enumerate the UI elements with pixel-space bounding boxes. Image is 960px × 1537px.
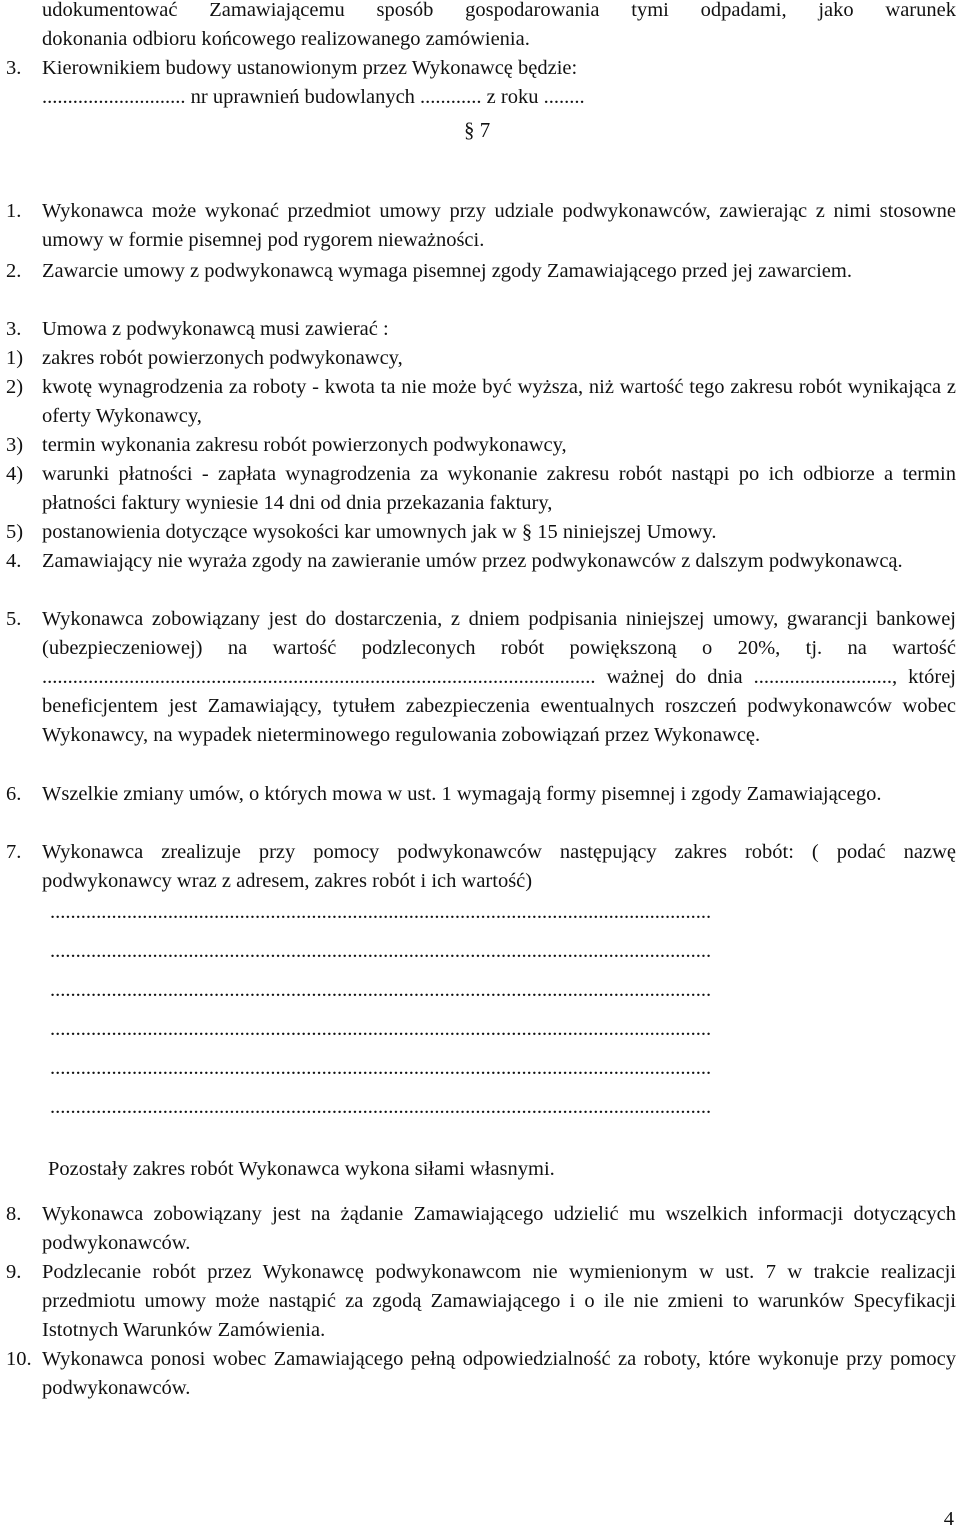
dotted-line: ................................................................................................................................. xyxy=(50,979,712,1001)
subitem-text: postanowienia dotyczące wysokości kar umownych jak w § 15 niniejszej Umowy. xyxy=(42,521,717,543)
subitem-text: zakres robót powierzonych podwykonawcy, xyxy=(42,347,403,369)
item-text: Wykonawca zobowiązany jest do dostarczenia, z dniem podpisania niniejszej umowy, gwarancji bankowej (ubezpieczeniowej) na wartość podzleconych robót powiększoną o 20%, tj. na wartość ............................................................................................................ ważnej do dnia ..........................., której beneficjentem jest Zamawiający, tytułem zabezpieczenia ewentualnych roszczeń podwykonawców wobec Wykonawcy, na wypadek nieterminowego regulowania zobowiązań przez Wykonawcę. xyxy=(42,608,956,746)
dotted-line: ................................................................................................................................. xyxy=(50,1057,712,1079)
item-number: 6. xyxy=(6,783,22,805)
item-number: 2. xyxy=(6,260,22,282)
dotted-line: ................................................................................................................................. xyxy=(50,901,712,923)
list-item xyxy=(6,547,956,576)
sub-list-item xyxy=(6,518,956,547)
list-item xyxy=(6,1258,956,1345)
item-number: 5. xyxy=(6,608,22,630)
text-line: udokumentować Zamawiającemu sposób gospodarowania tymi odpadami, jako warunek xyxy=(42,0,956,21)
subitem-number: 5) xyxy=(6,521,24,543)
list-item xyxy=(6,257,956,286)
item-text: Umowa z podwykonawcą musi zawierać : xyxy=(42,318,389,340)
remaining-scope-text: Pozostały zakres robót Wykonawca wykona siłami własnymi. xyxy=(48,1158,555,1180)
item-text-line2: ............................ nr uprawnień budowlanych ............ z roku ........ xyxy=(42,86,585,108)
list-item xyxy=(6,197,956,255)
sub-list-item xyxy=(6,460,956,518)
list-item xyxy=(6,54,956,112)
sub-list-item xyxy=(6,431,956,460)
item-number: 8. xyxy=(6,1203,22,1225)
subitem-text: warunki płatności - zapłata wynagrodzenia za wykonanie zakresu robót nastąpi po ich odbiorze a termin płatności faktury wyniesie 14 dni od dnia przekazania faktury, xyxy=(42,463,956,514)
dotted-line: ................................................................................................................................. xyxy=(50,1096,712,1118)
item-text: Wykonawca zrealizuje przy pomocy podwykonawców następujący zakres robót: ( podać nazwę podwykonawcy wraz z adresem, zakres robót i ich wartość) xyxy=(42,841,956,892)
list-item xyxy=(6,780,956,809)
subitem-number: 2) xyxy=(6,376,24,398)
item-text: Zawarcie umowy z podwykonawcą wymaga pisemnej zgody Zamawiającego przed jej zawarciem. xyxy=(42,260,852,282)
sub-list-item xyxy=(6,373,956,431)
dotted-line: ................................................................................................................................. xyxy=(50,1018,712,1040)
item-number: 7. xyxy=(6,841,22,863)
item-text: Podzlecanie robót przez Wykonawcę podwykonawcom nie wymienionym w ust. 7 w trakcie realizacji przedmiotu umowy może nastąpić za zgodą Zamawiającego i o ile nie zmieni to warunków Specyfikacji Istotnych Warunków Zamówienia. xyxy=(42,1261,956,1341)
item-number: 1. xyxy=(6,200,22,222)
subitem-number: 1) xyxy=(6,347,24,369)
dotted-line: ................................................................................................................................. xyxy=(50,940,712,962)
item-text: Wykonawca zobowiązany jest na żądanie Zamawiającego udzielić mu wszelkich informacji dotyczących podwykonawców. xyxy=(42,1203,956,1254)
list-item xyxy=(6,1345,956,1403)
subitem-text: kwotę wynagrodzenia za roboty - kwota ta nie może być wyższa, niż wartość tego zakresu robót wynikająca z oferty Wykonawcy, xyxy=(42,376,956,427)
section-title: § 7 xyxy=(464,118,491,142)
list-item xyxy=(6,605,956,750)
item-text: Kierownikiem budowy ustanowionym przez Wykonawcę będzie: xyxy=(42,57,578,79)
subitem-number: 3) xyxy=(6,434,24,456)
item-number: 4. xyxy=(6,550,22,572)
list-item xyxy=(6,838,956,896)
item-text: Zamawiający nie wyraża zgody na zawieranie umów przez podwykonawców z dalszym podwykonawcą. xyxy=(42,550,903,572)
subitem-number: 4) xyxy=(6,463,24,485)
item-number: 3. xyxy=(6,57,22,79)
page-number: 4 xyxy=(943,1508,954,1530)
text-line: dokonania odbioru końcowego realizowanego zamówienia. xyxy=(42,28,530,50)
item-number: 9. xyxy=(6,1261,22,1283)
continuation-paragraph xyxy=(6,0,956,54)
item-number: 3. xyxy=(6,318,22,340)
list-item xyxy=(6,1200,956,1258)
item-number: 10. xyxy=(6,1348,32,1370)
item-text: Wszelkie zmiany umów, o których mowa w ust. 1 wymagają formy pisemnej i zgody Zamawiającego. xyxy=(42,783,882,805)
item-text: Wykonawca może wykonać przedmiot umowy przy udziale podwykonawców, zawierając z nimi stosowne umowy w formie pisemnej pod rygorem nieważności. xyxy=(42,200,956,251)
item-text: Wykonawca ponosi wobec Zamawiającego pełną odpowiedzialność za roboty, które wykonuje przy pomocy podwykonawców. xyxy=(42,1348,956,1399)
subitem-text: termin wykonania zakresu robót powierzonych podwykonawcy, xyxy=(42,434,567,456)
sub-list-item xyxy=(6,344,956,373)
list-item xyxy=(6,315,956,344)
